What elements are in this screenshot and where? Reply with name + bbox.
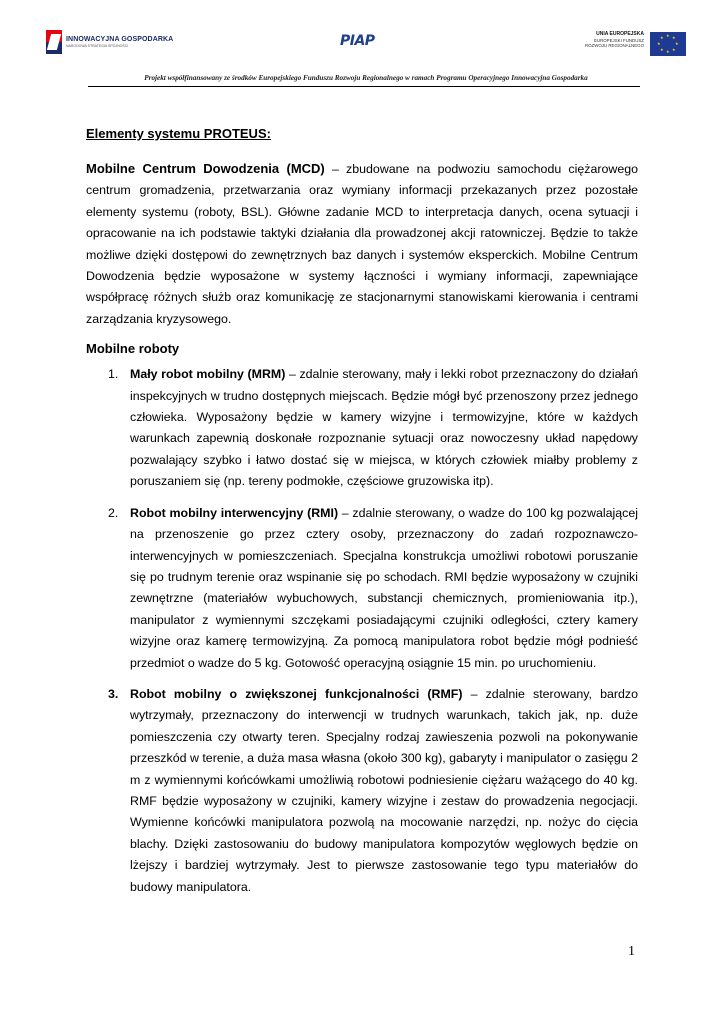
list-item bbox=[86, 684, 638, 898]
list-item-number: 2. bbox=[108, 505, 119, 520]
list-item-term: Mały robot mobilny (MRM) bbox=[130, 367, 286, 382]
mcd-term: Mobilne Centrum Dowodzenia (MCD) bbox=[86, 161, 325, 176]
logo-right-title: UNIA EUROPEJSKA bbox=[596, 31, 644, 37]
mcd-paragraph bbox=[86, 158, 638, 330]
list-item-text: – zdalnie sterowany, o wadze do 100 kg pozwalającej na przenoszenie go przez cztery osoby, przeznaczony do zadań rozpoznawczo-interwencyjnych w pomieszczeniach. Specjalna konstrukcja umożliwi robotowi poruszanie się po trudnym terenie oraz wspinanie się po schodach. RMI będzie wyposażony w czujniki zewnętrzne (materiałów wybuchowych, substancji chemicznych, promieniowania itp.), manipulator z wymiennymi szczękami posiadającymi czujniki odległości, cztery kamery wizyjne oraz kamerę termowizyjną. Za pomocą manipulatora robot będzie mógł podnieść przedmiot o wadze do 5 kg. Gotowość operacyjną osiągnie 15 min. po uruchomieniu. bbox=[130, 505, 638, 670]
list-item-text: – zdalnie sterowany, mały i lekki robot przeznaczony do działań inspekcyjnych w trudno dostępnych miejscach. Będzie mógł być przenoszony przez jednego człowieka. Wyposażony będzie w kamery wizyjne i termowizyjne, które w każdych warunkach zapewnią doskonałe rozpoznanie sytuacji oraz nowoczesny układ napędowy pozwalający szybko i łatwo dostać się w miejsca, w których człowiek miałby problemy z poruszaniem się (np. tereny podmokłe, częściowe gruzowiska itp). bbox=[130, 367, 638, 489]
eu-logo bbox=[585, 32, 686, 56]
logo-right-line2: EUROPEJSKI FUNDUSZ bbox=[593, 37, 644, 43]
document-body bbox=[86, 126, 638, 908]
mcd-text: – zbudowane na podwoziu samochodu ciężarowego centrum gromadzenia, przetwarzania oraz wymiany informacji przekazanych przez pozostałe elementy systemu (roboty, BSL). Główne zadanie MCD to interpretacja danych, ocena sytuacji i opracowanie na ich podstawie taktyki działania dla prowadzonej akcji ratowniczej. Będzie to także możliwe dzięki dostępowi do zewnętrznych baz danych i systemów eksperckich. Mobilne Centrum Dowodzenia będzie wyposażone w systemy łączności i wymiany informacji, zapewniające współpracę różnych służb oraz komunikację ze stacjonarnymi stanowiskami kierowania i centrami zarządzania kryzysowego. bbox=[86, 162, 638, 326]
list-item-number: 3. bbox=[108, 686, 119, 701]
list-item-number: 1. bbox=[108, 367, 119, 382]
logo-right-line3: ROZWOJU REGIONALNEGO bbox=[584, 42, 644, 48]
flag-mark-icon bbox=[46, 30, 62, 54]
robots-title: Mobilne roboty bbox=[86, 341, 180, 357]
header-divider bbox=[88, 86, 640, 87]
page-number: 1 bbox=[628, 944, 635, 959]
page-header bbox=[46, 28, 686, 64]
logo-left-title: INNOWACYJNA GOSPODARKA bbox=[66, 35, 174, 43]
innowacyjna-gospodarka-logo bbox=[46, 30, 173, 54]
list-item-text: – zdalnie sterowany, bardzo wytrzymały, przeznaczony do interwencji w trudnych warunkach, takich jak, np. duże pomieszczenia czy otwarty teren. Specjalny rodzaj zawieszenia pozwoli na pokonywanie przeszkód w terenie, a duża masa własna (około 300 kg), gabaryty i manipulator o zasięgu 2 m z wymiennymi końcówkami umożliwią robotowi podniesienie ciężaru ważącego do 40 kg. RMF będzie wyposażony w czujniki, kamery wizyjne i zestaw do prowadzenia negocjacji. Wymienne końcówki manipulatora pozwolą na mocowanie narzędzi, np. nożyc do cięcia blachy. Dzięki zastosowaniu do budowy manipulatora kompozytów węglowych będzie on lżejszy i bardziej wytrzymały. Jest to pierwsze zastosowanie tego typu materiałów do budowy manipulatora. bbox=[130, 686, 638, 894]
eu-flag-icon: ★ ★ ★ ★ ★ ★ ★ ★ bbox=[650, 32, 686, 56]
piap-logo: PIAP bbox=[340, 33, 375, 49]
robots-list bbox=[86, 364, 638, 898]
list-item-term: Robot mobilny o zwiększonej funkcjonalności (RMF) bbox=[130, 686, 463, 701]
list-item bbox=[86, 503, 638, 674]
list-item-term: Robot mobilny interwencyjny (RMI) bbox=[130, 505, 339, 520]
logo-left-subtitle: NARODOWA STRATEGIA SPÓJNOŚCI bbox=[66, 43, 129, 48]
list-item bbox=[86, 364, 638, 492]
cofinancing-note: Projekt współfinansowany ze środków Europejskiego Funduszu Rozwoju Regionalnego w ramach Programu Operacyjnego Innowacyjna Gospodarka bbox=[144, 74, 588, 82]
section-title: Elementy systemu PROTEUS: bbox=[86, 126, 271, 141]
